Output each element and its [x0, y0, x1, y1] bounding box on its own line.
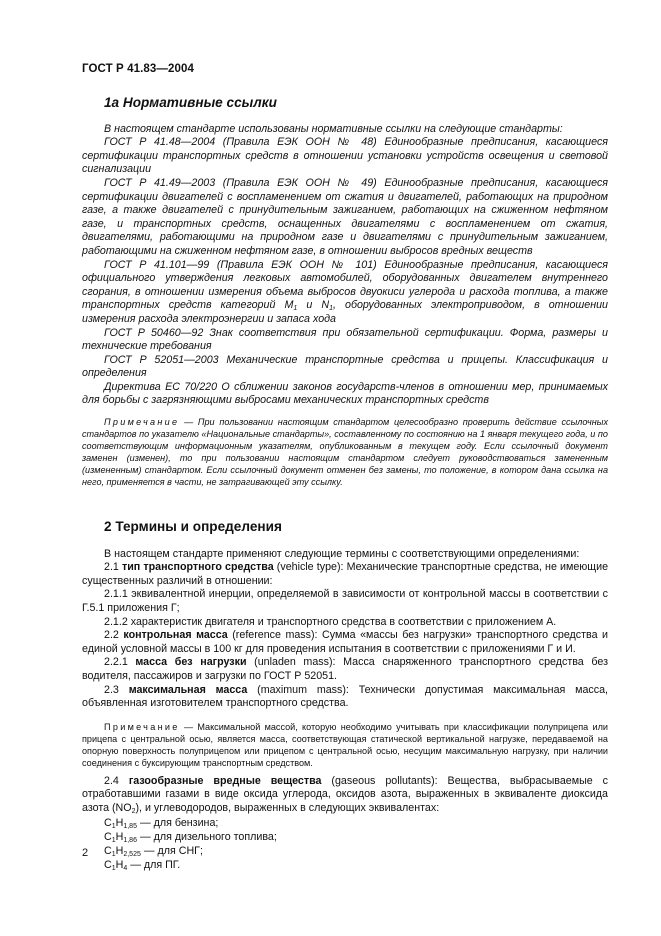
term-2-1-2: 2.1.2 характеристик двигателя и транспортного средства в соответствии с приложением А.	[104, 615, 557, 628]
formula-lpg: $C_1H_{2,525}$ — для СНГ;	[104, 844, 203, 858]
term-2-1: 2.1 тип транспортного средства (vehicle type): Механические транспортные средства, не имеющие существенных различий в отношении:	[82, 561, 609, 587]
term-2-3: 2.3 максимальная масса (maximum mass): Технически допустимая максимальная масса, объявленная изготовителем транспортного средства.	[82, 683, 609, 710]
terms-definitions-continued	[82, 775, 608, 816]
formula-ng: $C_1H_4$ — для ПГ.	[104, 858, 181, 872]
reference-gost-52051: ГОСТ Р 52051—2003 Механические транспортные средства и прицепы. Классификация и определения	[82, 353, 608, 380]
section-title-normative-references: 1а Нормативные ссылки	[104, 95, 277, 110]
page-number: 2	[82, 847, 89, 859]
formula-petrol: $C_1H_{1,85}$ — для бензина;	[104, 816, 219, 830]
hydrocarbon-equivalents	[82, 816, 608, 872]
references-note: Примечание — При пользовании настоящим стандартом целесообразно проверить действие ссылочных стандартов по указателю «Национальные стандарты», составленному по состоянию на 1 января текущего года, и по соответствующим информационным указателям, опубликованным в текущем году. Если ссылочный документ заменен (изменен), то при пользовании настоящим стандартом следует руководствоваться замененным (измененным) стандартом. Если ссылочный документ отменен без замены, то положение, в котором дана ссылка на него, применяется в части, не затрагивающей эту ссылку.	[82, 417, 608, 488]
reference-directive-70-220: Директива ЕС 70/220 О сближении законов государств-членов в отношении мер, принимаемых для борьбы с загрязняющими выбросами механических транспортных средств	[82, 380, 608, 407]
max-mass-note: Примечание — Максимальной массой, которую необходимо учитывать при классификации полуприцепа или прицепа с центральной осью, является масса, соответствующая статической вертикальной нагрузке, передаваемой на опорную поверхность полуприцепом или прицепом с центральной осью, несущим максимальную нагрузку, при наличии соединения с буксирующим транспортным средством.	[82, 721, 608, 768]
term-2-2: 2.2 контрольная масса (reference mass): Сумма «массы без нагрузки» транспортного средства и единой условной массы в 100 кг для проведения испытания в соответствии с приложениями Г и И.	[82, 629, 608, 655]
term-2-1-1: 2.1.1 эквивалентной инерции, определяемой в зависимости от контрольной массы в соответствии с Г.5.1 приложения Г;	[82, 588, 608, 615]
reference-gost-50460: ГОСТ Р 50460—92 Знак соответствия при обязательной сертификации. Форма, размеры и технические требования	[82, 326, 608, 353]
reference-gost-41-101: ГОСТ Р 41.101—99 (Правила ЕЭК ООН № 101) Единообразные предписания, касающиеся официального утверждения легковых автомобилей, оборудованных двигателем внутреннего сгорания, в отношении измерения объема выбросов двуокиси углерода и расхода топлива, а также транспортных средств категорий $M_1$ и $N_1$, оборудованных электроприводом, в отношении измерения расхода электроэнергии и запаса хода	[82, 258, 608, 325]
note-label: Примечание	[104, 721, 180, 732]
term-2-4: 2.4 газообразные вредные вещества (gaseous pollutants): Вещества, выбрасываемые с отработавшими газами в виде оксида углерода, оксидов азота, выраженных в эквиваленте диоксида азота $(NO_2)$, и углеводородов, выраженных в следующих эквивалентах:	[82, 774, 609, 815]
formula-diesel: $C_1H_{1,86}$ — для дизельного топлива;	[104, 830, 277, 844]
reference-gost-41-48: ГОСТ Р 41.48—2004 (Правила ЕЭК ООН № 48) Единообразные предписания, касающиеся сертификации транспортных средств в отношении установки устройств освещения и световой сигнализации	[82, 136, 608, 176]
note-label: Примечание	[104, 417, 180, 428]
references-intro: В настоящем стандарте использованы нормативные ссылки на следующие стандарты:	[104, 122, 563, 135]
section-title-terms: 2 Термины и определения	[104, 519, 282, 535]
term-2-2-1: 2.2.1 масса без нагрузки (unladen mass): Масса снаряженного транспортного средства без водителя, пассажиров и загрузки по ГОСТ Р 52051.	[82, 656, 608, 682]
document-header: ГОСТ Р 41.83—2004	[82, 63, 194, 75]
page-content	[82, 96, 608, 872]
reference-gost-41-49: ГОСТ Р 41.49—2003 (Правила ЕЭК ООН № 49) Единообразные предписания, касающиеся сертификации двигателей с воспламенением от сжатия и двигателей, работающих на природном газе, а также двигателей с принудительным зажиганием, работающих на сжиженном нефтяном газе, и транспортных средств, оснащенных двигателями с воспламенением от сжатия, двигателями, работающими на природном газе и двигателями с принудительным зажиганием, работающими на сжиженном нефтяном газе, в отношении выбросов вредных веществ	[82, 176, 608, 257]
normative-references	[82, 123, 608, 408]
terms-intro: В настоящем стандарте применяют следующие термины с соответствующими определениями:	[104, 547, 580, 560]
terms-definitions	[82, 548, 608, 711]
